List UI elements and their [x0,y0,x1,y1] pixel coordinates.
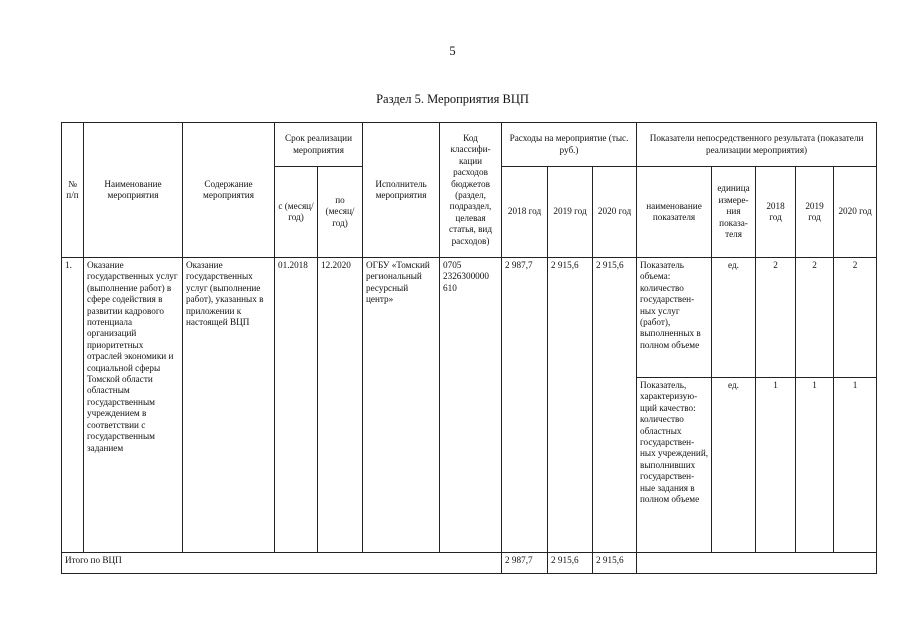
total-expense-2020: 2 915,6 [593,553,637,574]
header-content: Содержание мероприятия [183,123,275,258]
header-indicator-2018: 2018 год [756,167,796,258]
header-executor: Исполнитель мероприятия [363,123,440,258]
total-empty [637,553,877,574]
header-expenses: Расходы на мероприятие (тыс. руб.) [502,123,637,167]
indicator-2-name: Показатель, характеризую- щий качество: количество областных государствен- ных учреждений, выполнивших государствен- ные задания в полном объеме [637,378,712,553]
header-row-1 [62,123,877,167]
header-expense-2018: 2018 год [502,167,548,258]
indicator-2-2019: 1 [796,378,834,553]
header-name: Наименование мероприятия [84,123,183,258]
total-expense-2019: 2 915,6 [548,553,593,574]
indicator-1-2019: 2 [796,258,834,378]
header-indicator-2019: 2019 год [796,167,834,258]
header-expense-2020: 2020 год [593,167,637,258]
header-period-to: по (месяц/ год) [318,167,363,258]
header-indicators: Показатели непосредственного результата (показатели реализации мероприятия) [637,123,877,167]
table-row [62,258,877,378]
row-to: 12.2020 [318,258,363,553]
indicator-1-2018: 2 [756,258,796,378]
header-num: № п/п [62,123,84,258]
indicator-1-unit: ед. [712,258,756,378]
total-row [62,553,877,574]
row-from: 01.2018 [275,258,318,553]
row-expense-2019: 2 915,6 [548,258,593,553]
activities-table [61,122,877,574]
indicator-2-unit: ед. [712,378,756,553]
header-indicator-2020: 2020 год [834,167,877,258]
row-expense-2018: 2 987,7 [502,258,548,553]
header-period: Срок реализации мероприятия [275,123,363,167]
indicator-2-2018: 1 [756,378,796,553]
row-budget-code: 0705 2326300000 610 [440,258,502,553]
page-number: 5 [449,44,456,58]
row-expense-2020: 2 915,6 [593,258,637,553]
header-budget-code: Код классифи- кации расходов бюджетов (раздел, подраздел, целевая статья, вид расходов) [440,123,502,258]
row-executor: ОГБУ «Томский региональный ресурсный центр» [363,258,440,553]
row-name: Оказание государственных услуг (выполнение работ) в сфере содействия в развитии кадрового потенциала организаций приоритетных отраслей экономики и социальной сферы Томской области областным государственным учреждением в соответствии с государственным заданием [84,258,183,553]
total-expense-2018: 2 987,7 [502,553,548,574]
row-content: Оказание государственных услуг (выполнение работ), указанных в приложении к настоящей ВЦП [183,258,275,553]
section-title: Раздел 5. Мероприятия ВЦП [376,92,529,106]
indicator-1-name: Показатель объема: количество государствен- ных услуг (работ), выполненных в полном объеме [637,258,712,378]
header-expense-2019: 2019 год [548,167,593,258]
header-unit: единица измере- ния показа- теля [712,167,756,258]
indicator-2-2020: 1 [834,378,877,553]
row-num: 1. [62,258,84,553]
header-period-from: с (месяц/ год) [275,167,318,258]
header-indicator-name: наименование показателя [637,167,712,258]
indicator-1-2020: 2 [834,258,877,378]
total-label: Итого по ВЦП [62,553,502,574]
